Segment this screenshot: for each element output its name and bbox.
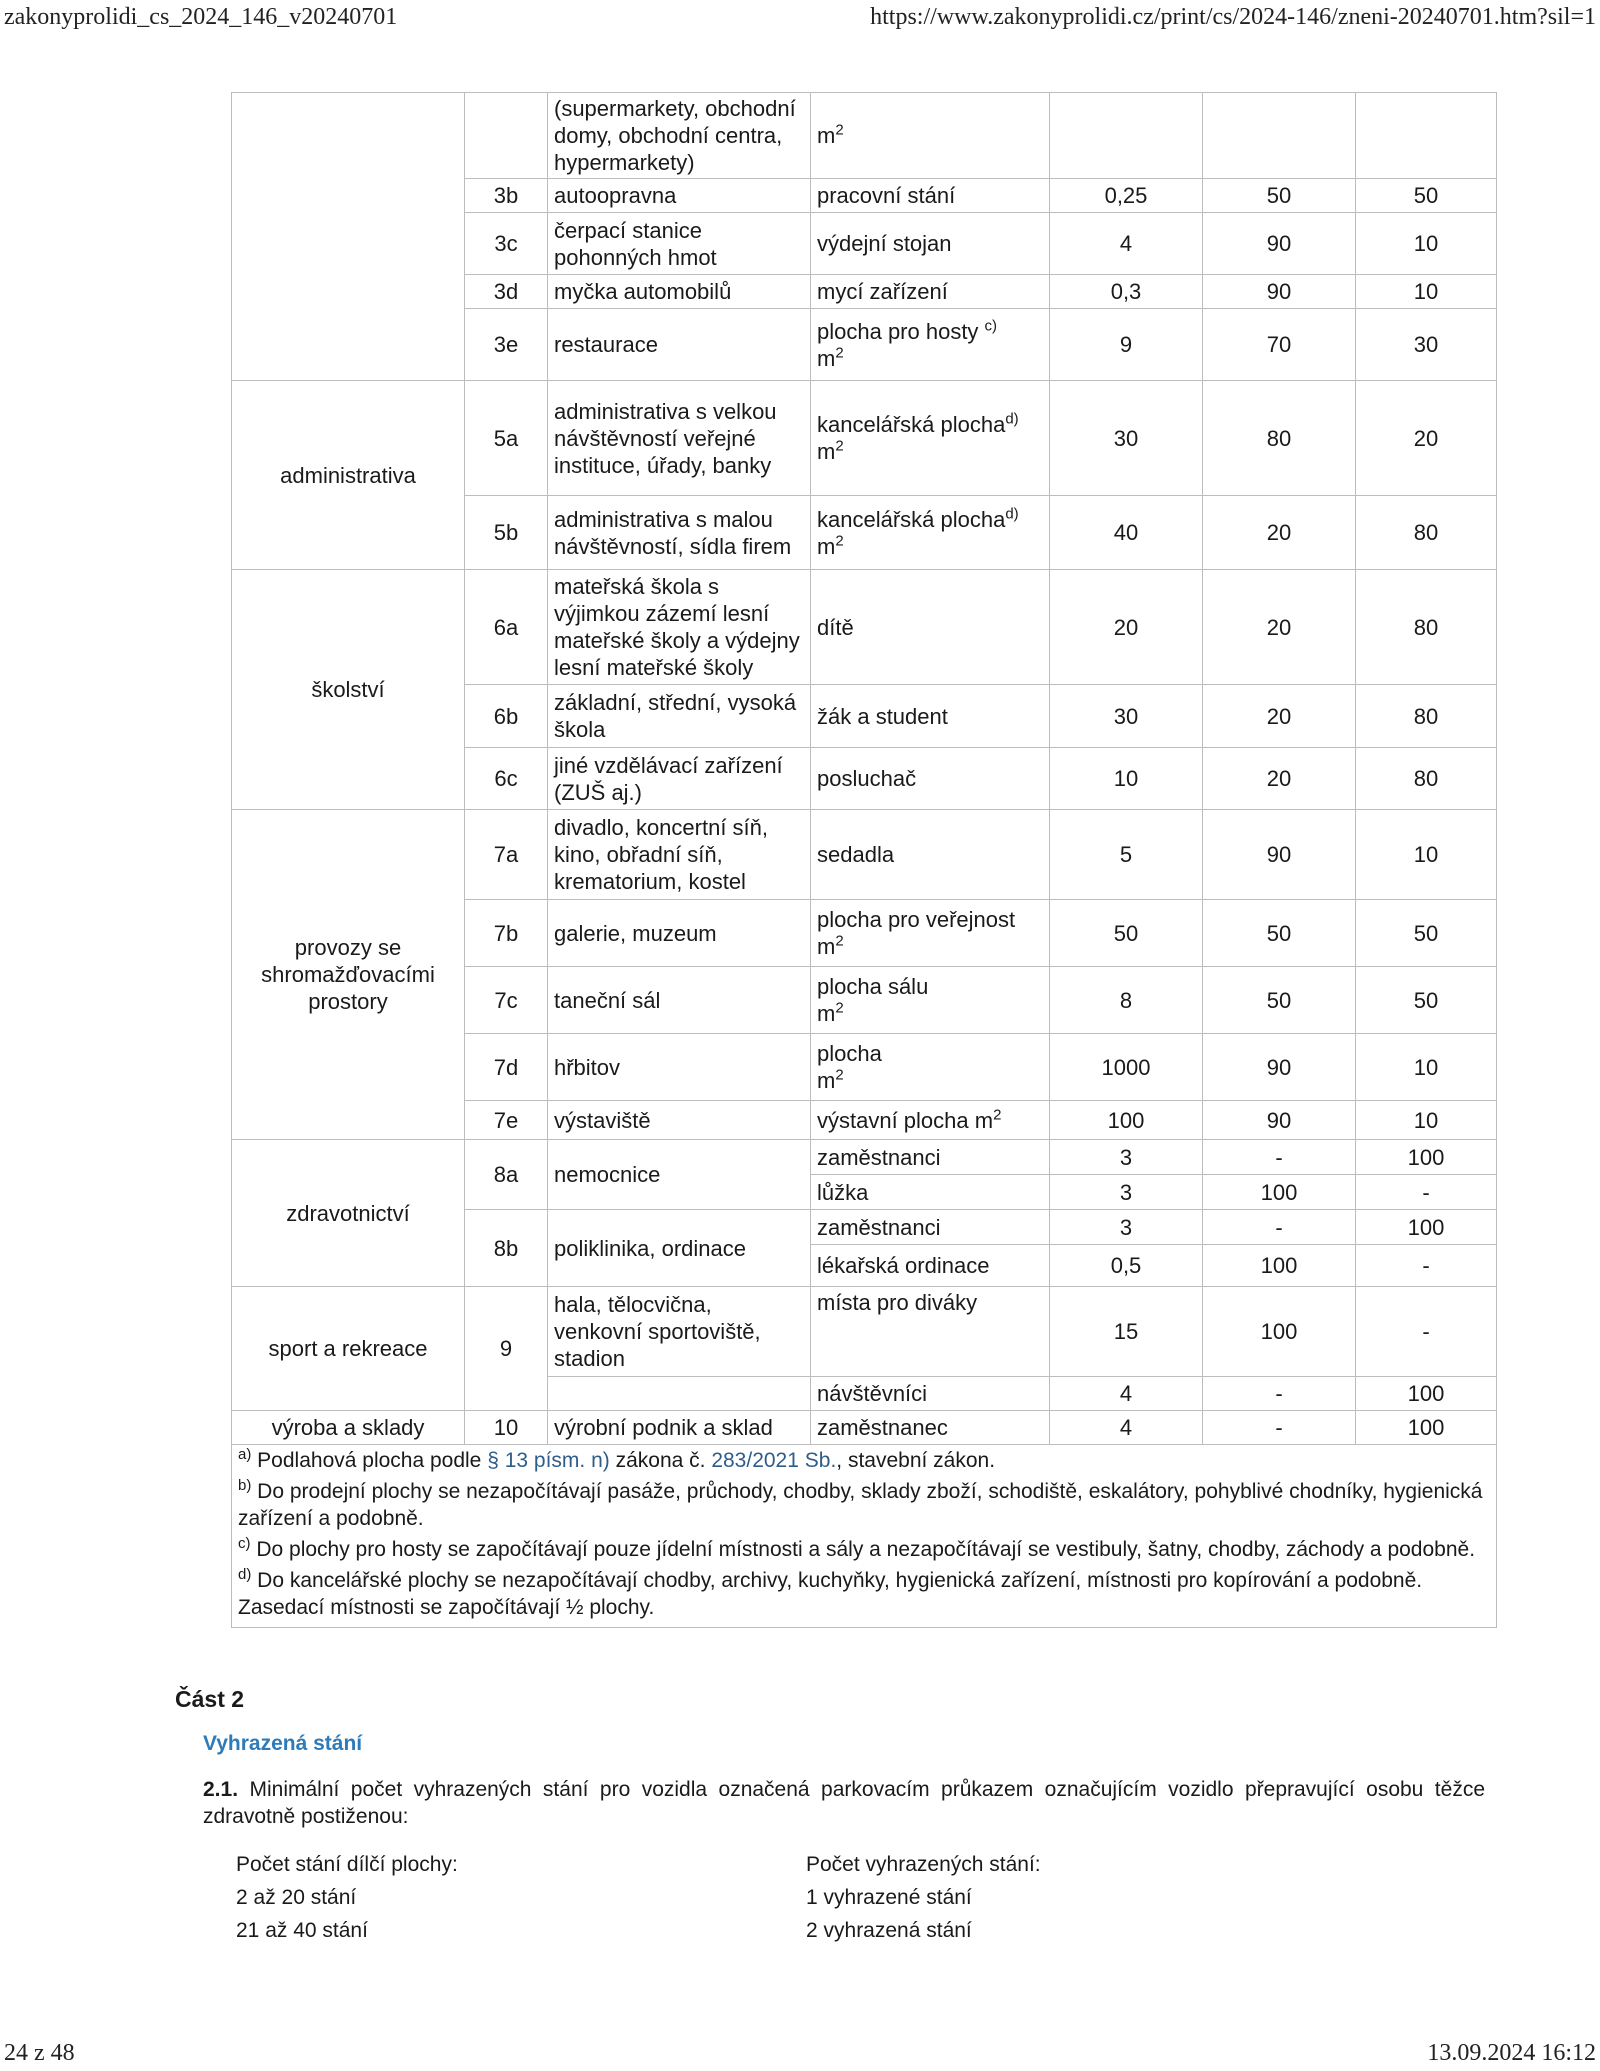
print-header-title: zakonyprolidi_cs_2024_146_v20240701 xyxy=(4,4,398,30)
link-paragraph-13[interactable]: § 13 písm. n) xyxy=(487,1449,610,1472)
table-row: sport a rekreace 9 hala, tělocvična, venkovní sportoviště, stadion místa pro diváky 15 100 - xyxy=(232,1287,1497,1377)
desc-cell: (supermarkety, obchodní domy, obchodní centra, hypermarkety) xyxy=(548,93,811,179)
reserved-spaces-list xyxy=(236,1848,1136,1947)
table-row xyxy=(232,93,1497,179)
category-cell: administrativa xyxy=(232,381,465,570)
table-row: lékařská ordinace 0,5 100 - xyxy=(232,1245,1497,1287)
category-cell: zdravotnictví xyxy=(232,1140,465,1287)
section-subtitle: Vyhrazená stání xyxy=(203,1732,363,1755)
list-item: 2 až 20 stání 1 vyhrazené stání xyxy=(236,1886,972,1909)
table-row: školství 6a mateřská škola s výjimkou zázemí lesní mateřské školy a výdejny lesní mateřské školy dítě 20 20 80 xyxy=(232,570,1497,685)
footnotes xyxy=(232,1445,1497,1628)
footnote-a: $^{a)}$ Podlahová plocha podle § 13 písm. n) zákona č. 283/2021 Sb., stavební zákon. xyxy=(238,1446,996,1472)
unit-cell: $m^2$ xyxy=(811,93,1050,179)
table-row: lůžka 3 100 - xyxy=(232,1175,1497,1210)
table-row: 3d myčka automobilů mycí zařízení 0,3 90 10 xyxy=(232,275,1497,309)
table-row: 7d hřbitov plocha $m^2$ 1000 90 10 xyxy=(232,1034,1497,1101)
category-cell: školství xyxy=(232,570,465,810)
link-law-283-2021[interactable]: 283/2021 Sb. xyxy=(711,1449,837,1472)
table-row: návštěvníci 4 - 100 xyxy=(232,1377,1497,1411)
category-cell: výroba a sklady xyxy=(232,1411,465,1445)
footnote-c: $^{c)}$ Do plochy pro hosty se započítávají pouze jídelní místnosti a sály a nezapočítávají se vestibuly, šatny, chodby, záchody a podobně. xyxy=(238,1535,1476,1561)
footnote-b: $^{b)}$ Do prodejní plochy se nezapočítávají pasáže, průchody, chodby, sklady zboží, schodiště, eskalátory, pohyblivé chodníky, hygienická zařízení a podobně. xyxy=(238,1477,1483,1530)
print-timestamp: 13.09.2024 16:12 xyxy=(1427,2040,1596,2066)
table-row: 8b poliklinika, ordinace zaměstnanci 3 - 100 xyxy=(232,1210,1497,1245)
table-row: administrativa 5a administrativa s velkou návštěvností veřejné instituce, úřady, banky kancelářská plocha$^{d)}$ $m^2$ 30 80 20 xyxy=(232,381,1497,496)
category-cell: provozy se shromažďovacími prostory xyxy=(232,810,465,1140)
table-row: výroba a sklady 10 výrobní podnik a sklad zaměstnanec 4 - 100 xyxy=(232,1411,1497,1445)
code-cell xyxy=(465,93,548,179)
table-row: 6b základní, střední, vysoká škola žák a student 30 20 80 xyxy=(232,685,1497,748)
table-row: 6c jiné vzdělávací zařízení (ZUŠ aj.) posluchač 10 20 80 xyxy=(232,748,1497,810)
category-cell: sport a rekreace xyxy=(232,1287,465,1411)
table-row: 7c taneční sál plocha sálu $m^2$ 8 50 50 xyxy=(232,967,1497,1034)
table-row: provozy se shromažďovacími prostory 7a divadlo, koncertní síň, kino, obřadní síň, krematorium, kostel sedadla 5 90 10 xyxy=(232,810,1497,900)
footnote-d: $^{d)}$ Do kancelářské plochy se nezapočítávají chodby, archivy, kuchyňky, hygienická zařízení, místnosti pro kopírování a podobně. Zasedací místnosti se započítávají ½ plochy. xyxy=(238,1566,1423,1619)
table-row xyxy=(232,1445,1497,1628)
page-number: 24 z 48 xyxy=(4,2040,75,2066)
table-row: 5b administrativa s malou návštěvností, sídla firem kancelářská plocha$^{d)}$ $m^2$ 40 20 80 xyxy=(232,496,1497,570)
table-row: 3e restaurace plocha pro hosty $^{c)}$ $m^2$ 9 70 30 xyxy=(232,309,1497,381)
parking-table xyxy=(231,92,1497,1628)
table-row: zdravotnictví 8a nemocnice zaměstnanci 3 - 100 xyxy=(232,1140,1497,1175)
paragraph-2-1: 2.1. Minimální počet vyhrazených stání pro vozidla označená parkovacím průkazem označujícím vozidlo přepravující osobu těžce zdravotně postiženou: xyxy=(203,1778,1485,1828)
list-item: 21 až 40 stání 2 vyhrazená stání xyxy=(236,1919,972,1942)
print-header-url: https://www.zakonyprolidi.cz/print/cs/2024-146/zneni-20240701.htm?sil=1 xyxy=(870,4,1596,30)
category-cell xyxy=(232,93,465,381)
table-row: 7b galerie, muzeum plocha pro veřejnost $m^2$ 50 50 50 xyxy=(232,900,1497,967)
table-row: 7e výstaviště výstavní plocha $m^2$ 100 90 10 xyxy=(232,1101,1497,1140)
table-row: 3b autoopravna pracovní stání 0,25 50 50 xyxy=(232,179,1497,213)
part-title: Část 2 xyxy=(175,1686,245,1712)
table-row: 3c čerpací stanice pohonných hmot výdejní stojan 4 90 10 xyxy=(232,213,1497,275)
list-item: Počet stání dílčí plochy: Počet vyhrazených stání: xyxy=(236,1853,1041,1876)
